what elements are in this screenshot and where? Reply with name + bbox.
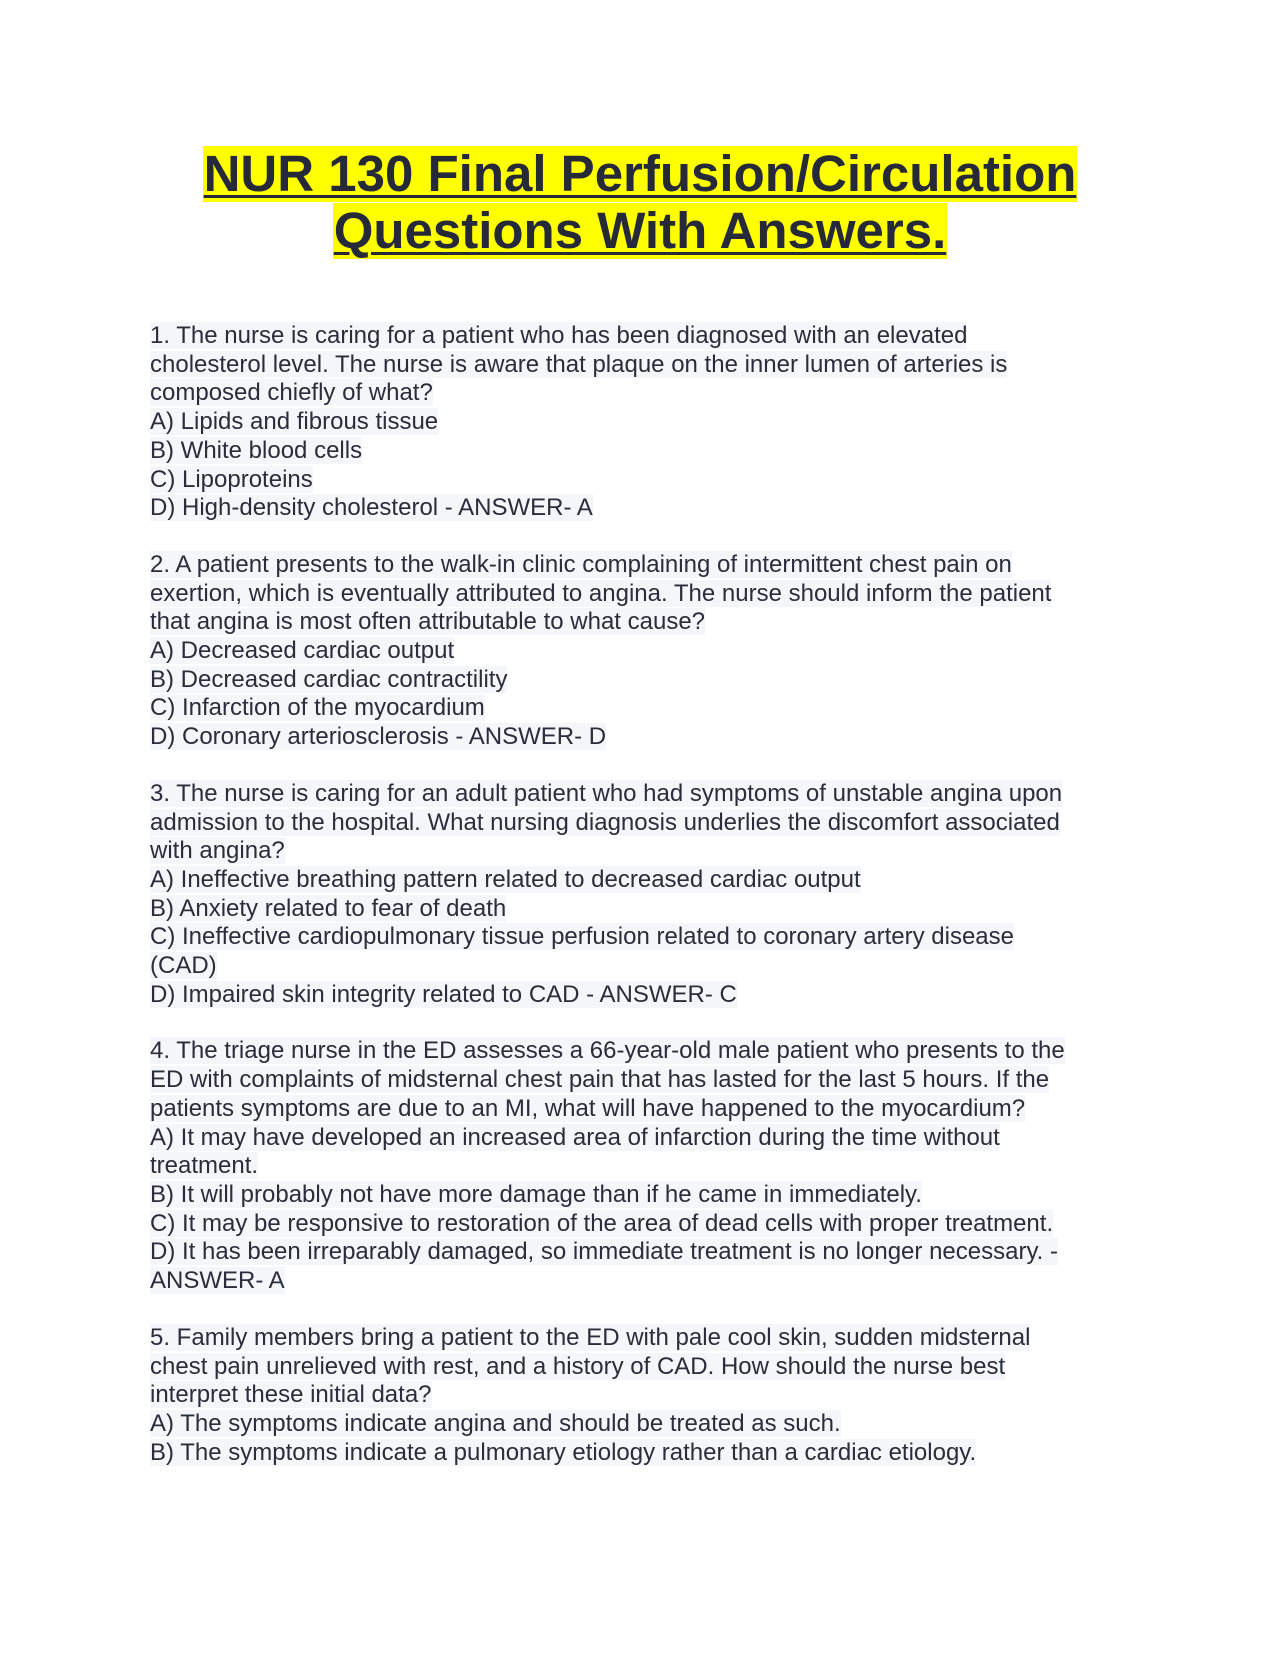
question-2 bbox=[150, 551, 1110, 752]
question-text-line: 3. The nurse is caring for an adult patient who had symptoms of unstable angina upon bbox=[150, 779, 1063, 807]
answer-option: C) Lipoproteins bbox=[150, 465, 313, 493]
title-line-2: Questions With Answers. bbox=[333, 202, 947, 259]
question-text-line: patients symptoms are due to an MI, what will have happened to the myocardium? bbox=[150, 1094, 1026, 1122]
question-text-line: that angina is most often attributable to what cause? bbox=[150, 608, 706, 636]
question-text-line: with angina? bbox=[150, 837, 285, 865]
answer-option: B) The symptoms indicate a pulmonary etiology rather than a cardiac etiology. bbox=[150, 1438, 977, 1466]
question-text-line: exertion, which is eventually attributed to angina. The nurse should inform the patient bbox=[150, 579, 1052, 607]
question-text-line: cholesterol level. The nurse is aware that plaque on the inner lumen of arteries is bbox=[150, 350, 1008, 378]
answer-option: C) Ineffective cardiopulmonary tissue perfusion related to coronary artery disease bbox=[150, 923, 1014, 951]
question-4 bbox=[150, 1037, 1110, 1295]
answer-option: B) It will probably not have more damage than if he came in immediately. bbox=[150, 1180, 922, 1208]
answer-option-with-key: D) Coronary arteriosclerosis - ANSWER- D bbox=[150, 723, 607, 751]
answer-option: C) Infarction of the myocardium bbox=[150, 694, 485, 722]
answer-option: A) Ineffective breathing pattern related to decreased cardiac output bbox=[150, 865, 861, 893]
answer-option: (CAD) bbox=[150, 952, 217, 980]
question-1 bbox=[150, 322, 1110, 523]
question-text-line: ED with complaints of midsternal chest pain that has lasted for the last 5 hours. If the bbox=[150, 1066, 1050, 1094]
question-text-line: admission to the hospital. What nursing diagnosis underlies the discomfort associated bbox=[150, 808, 1060, 836]
answer-option: A) The symptoms indicate angina and should be treated as such. bbox=[150, 1409, 841, 1437]
answer-option-with-key: D) High-density cholesterol - ANSWER- A bbox=[150, 494, 593, 522]
title-line-1: NUR 130 Final Perfusion/Circulation bbox=[203, 145, 1077, 202]
answer-option: A) Decreased cardiac output bbox=[150, 637, 455, 665]
answer-option: B) White blood cells bbox=[150, 436, 363, 464]
question-text-line: 2. A patient presents to the walk-in clinic complaining of intermittent chest pain on bbox=[150, 550, 1012, 578]
answer-option: B) Anxiety related to fear of death bbox=[150, 894, 507, 922]
answer-option: A) Lipids and fibrous tissue bbox=[150, 408, 439, 436]
question-text-line: 1. The nurse is caring for a patient who has been diagnosed with an elevated bbox=[150, 322, 968, 349]
answer-option: treatment. bbox=[150, 1152, 259, 1180]
answer-option-with-key: D) Impaired skin integrity related to CAD - ANSWER- C bbox=[150, 980, 737, 1008]
answer-option: C) It may be responsive to restoration of the area of dead cells with proper treatment. bbox=[150, 1209, 1054, 1237]
question-text-line: 5. Family members bring a patient to the ED with pale cool skin, sudden midsternal bbox=[150, 1323, 1031, 1351]
answer-key: ANSWER- A bbox=[150, 1267, 285, 1295]
answer-option: A) It may have developed an increased area of infarction during the time without bbox=[150, 1123, 1000, 1151]
question-text-line: 4. The triage nurse in the ED assesses a 66-year-old male patient who presents to the bbox=[150, 1037, 1065, 1065]
questions-list bbox=[150, 322, 1110, 1495]
question-text-line: interpret these initial data? bbox=[150, 1381, 432, 1409]
question-text-line: composed chiefly of what? bbox=[150, 379, 433, 407]
question-5 bbox=[150, 1324, 1110, 1468]
answer-option: D) It has been irreparably damaged, so immediate treatment is no longer necessary. - bbox=[150, 1238, 1058, 1266]
question-3 bbox=[150, 780, 1110, 1010]
question-text-line: chest pain unrelieved with rest, and a history of CAD. How should the nurse best bbox=[150, 1352, 1006, 1380]
document-title bbox=[0, 146, 1280, 260]
answer-option: B) Decreased cardiac contractility bbox=[150, 665, 508, 693]
